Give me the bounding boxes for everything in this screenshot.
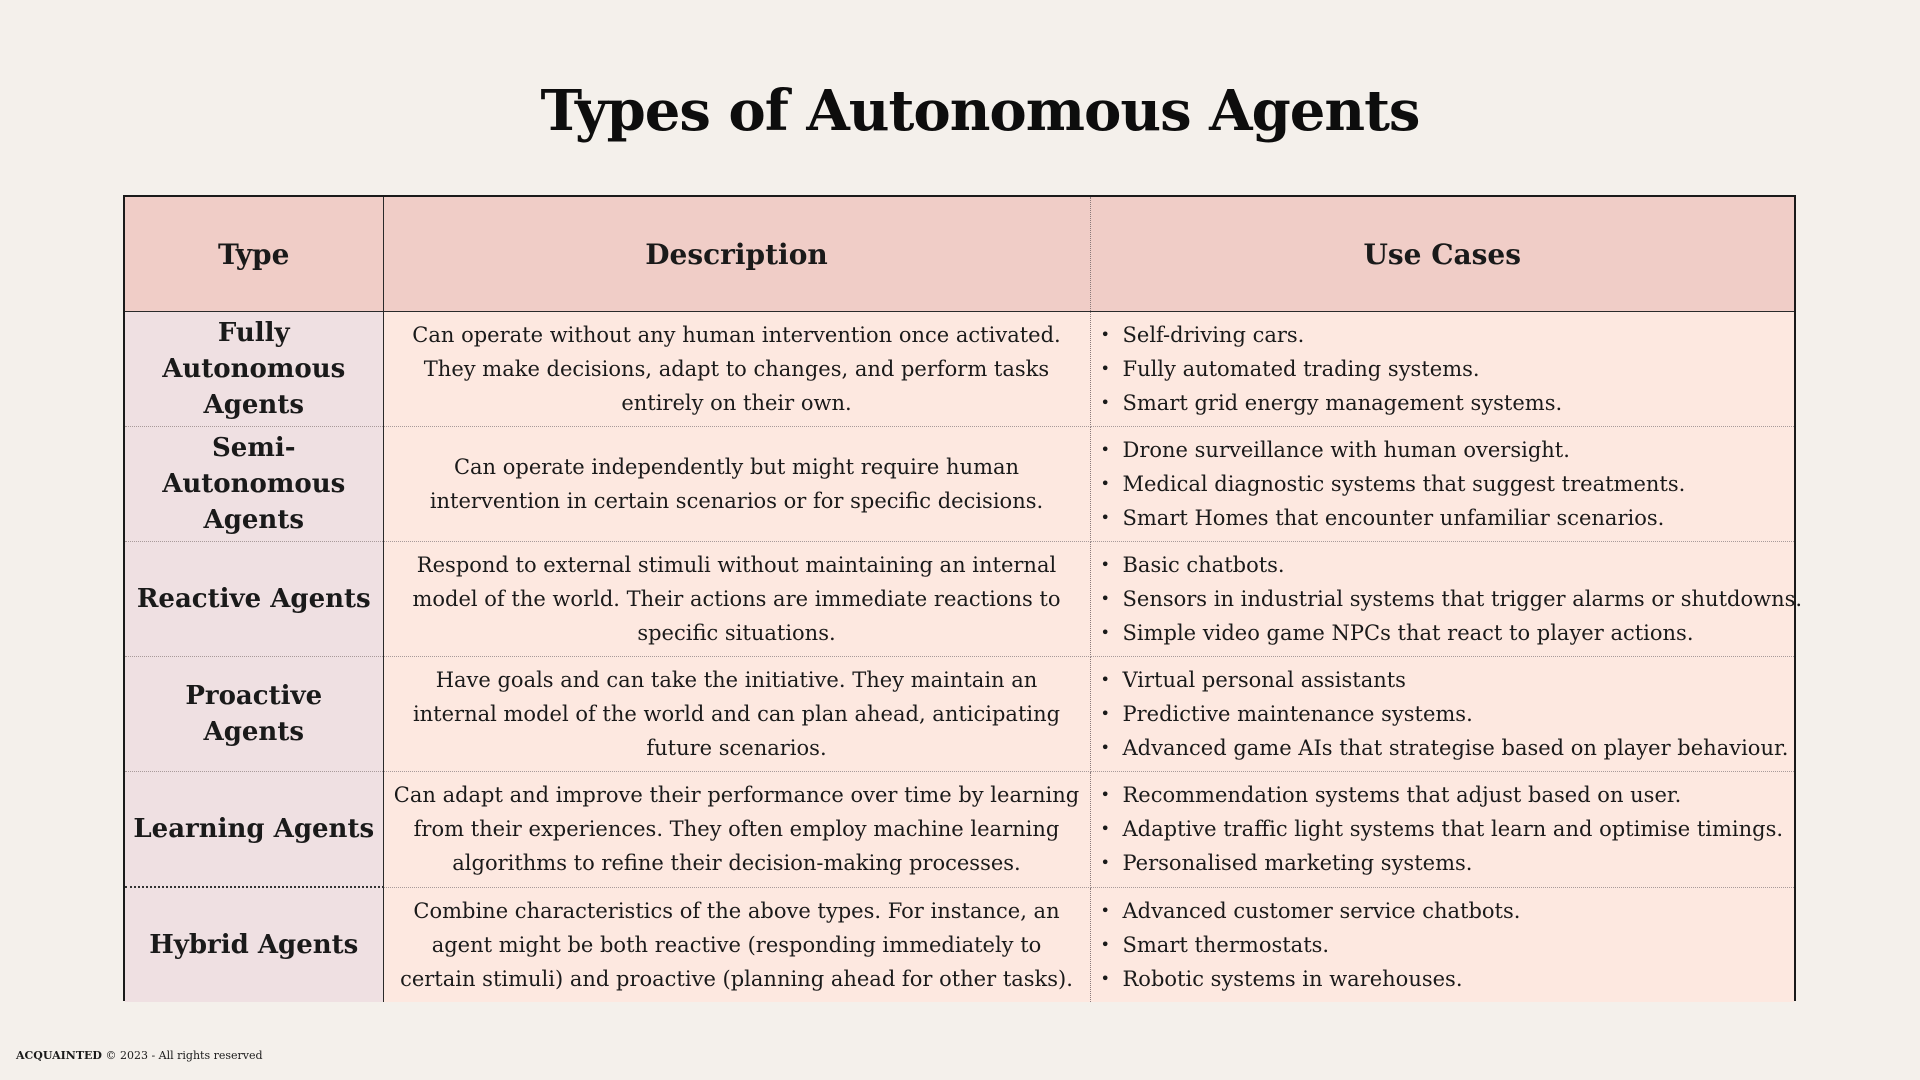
header-type: Type	[125, 197, 383, 312]
use-case-text: Smart grid energy management systems.	[1122, 391, 1563, 415]
list-item	[1099, 501, 1785, 535]
use-cases-list	[1099, 433, 1785, 535]
type-cell: Hybrid Agents	[125, 887, 383, 1002]
use-cases-list	[1099, 778, 1785, 880]
bullet-icon: •	[1100, 393, 1110, 412]
use-case-text: Predictive maintenance systems.	[1122, 702, 1473, 726]
type-cell: Fully Autonomous Agents	[125, 312, 383, 427]
list-item	[1099, 386, 1785, 420]
use-case-text: Smart Homes that encounter unfamiliar scenarios.	[1122, 506, 1665, 530]
bullet-icon: •	[1100, 359, 1110, 378]
use-cases-list	[1099, 548, 1803, 650]
footer-brand: ACQUAINTED	[16, 1049, 102, 1062]
list-item	[1099, 433, 1785, 467]
bullet-icon: •	[1100, 900, 1110, 920]
type-cell: Semi-Autonomous Agents	[125, 427, 383, 542]
use-cases-list	[1099, 894, 1785, 996]
footer	[16, 1049, 263, 1062]
list-item	[1099, 894, 1785, 928]
list-item	[1099, 467, 1785, 501]
use-case-text: Simple video game NPCs that react to player actions.	[1122, 621, 1694, 645]
bullet-icon: •	[1100, 853, 1110, 873]
use-case-text: Personalised marketing systems.	[1122, 851, 1473, 876]
use-cases-cell	[1090, 542, 1803, 657]
use-case-text: Sensors in industrial systems that trigger alarms or shutdowns.	[1122, 587, 1803, 611]
use-case-text: Adaptive traffic light systems that learn and optimise timings.	[1122, 817, 1784, 842]
bullet-icon: •	[1100, 474, 1110, 493]
list-item	[1099, 928, 1785, 962]
description-cell: Can operate without any human intervention once activated. They make decisions, adapt to changes, and perform tasks entirely on their own.	[383, 312, 1090, 427]
table-row	[125, 542, 1794, 657]
list-item	[1099, 731, 1789, 765]
use-case-text: Drone surveillance with human oversight.	[1122, 438, 1570, 462]
bullet-icon: •	[1100, 440, 1110, 459]
bullet-icon: •	[1100, 325, 1110, 344]
bullet-icon: •	[1100, 738, 1110, 757]
use-cases-cell	[1090, 657, 1794, 772]
table-row	[125, 312, 1794, 427]
use-case-text: Advanced game AIs that strategise based on player behaviour.	[1122, 736, 1789, 760]
list-item	[1099, 318, 1785, 352]
bullet-icon: •	[1100, 934, 1110, 954]
bullet-icon: •	[1100, 968, 1110, 988]
list-item	[1099, 812, 1785, 846]
agents-table	[125, 197, 1803, 1002]
use-case-text: Robotic systems in warehouses.	[1122, 966, 1463, 991]
list-item	[1099, 962, 1785, 996]
use-cases-cell	[1090, 312, 1794, 427]
use-case-text: Basic chatbots.	[1122, 553, 1285, 577]
list-item	[1099, 778, 1785, 812]
bullet-icon: •	[1100, 589, 1110, 608]
list-item	[1099, 616, 1785, 650]
use-case-text: Recommendation systems that adjust based on user.	[1122, 783, 1682, 808]
use-cases-cell	[1090, 887, 1794, 1002]
description-cell: Respond to external stimuli without maintaining an internal model of the world. Their actions are immediate reactions to specific situations.	[383, 542, 1090, 657]
use-cases-cell	[1090, 427, 1794, 542]
table-header-row	[125, 197, 1794, 312]
use-case-text: Smart thermostats.	[1122, 932, 1330, 957]
table-row	[125, 657, 1794, 772]
type-cell: Learning Agents	[125, 772, 383, 888]
description-cell: Have goals and can take the initiative. They maintain an internal model of the world and can plan ahead, anticipating future scenarios.	[383, 657, 1090, 772]
use-case-text: Virtual personal assistants	[1122, 668, 1406, 692]
table-row	[125, 427, 1794, 542]
list-item	[1099, 352, 1785, 386]
use-cases-list	[1099, 663, 1789, 765]
bullet-icon: •	[1100, 555, 1110, 574]
bullet-icon: •	[1100, 785, 1110, 805]
table-row	[125, 887, 1794, 1002]
list-item	[1099, 846, 1785, 880]
description-cell: Can operate independently but might require human intervention in certain scenarios or for specific decisions.	[383, 427, 1090, 542]
header-use-cases: Use Cases	[1090, 197, 1794, 312]
use-cases-cell	[1090, 772, 1794, 888]
use-case-text: Medical diagnostic systems that suggest treatments.	[1122, 472, 1686, 496]
bullet-icon: •	[1100, 508, 1110, 527]
agents-table-container	[123, 195, 1803, 1001]
use-case-text: Fully automated trading systems.	[1122, 357, 1480, 381]
list-item	[1099, 697, 1785, 731]
type-cell: Reactive Agents	[125, 542, 383, 657]
table-row	[125, 772, 1794, 888]
description-cell: Combine characteristics of the above types. For instance, an agent might be both reactive (responding immediately to certain stimuli) and proactive (planning ahead for other tasks).	[383, 887, 1090, 1002]
footer-copyright: © 2023 - All rights reserved	[101, 1049, 263, 1062]
table-body	[125, 312, 1803, 1003]
list-item	[1099, 663, 1785, 697]
list-item	[1099, 582, 1803, 616]
bullet-icon: •	[1100, 819, 1110, 839]
bullet-icon: •	[1100, 623, 1110, 642]
type-cell: Proactive Agents	[125, 657, 383, 772]
use-cases-list	[1099, 318, 1785, 420]
bullet-icon: •	[1100, 670, 1110, 689]
list-item	[1099, 548, 1785, 582]
page-title: Types of Autonomous Agents	[540, 78, 1420, 144]
bullet-icon: •	[1100, 704, 1110, 723]
use-case-text: Self-driving cars.	[1122, 323, 1305, 347]
use-case-text: Advanced customer service chatbots.	[1122, 898, 1521, 923]
description-cell: Can adapt and improve their performance over time by learning from their experiences. They often employ machine learning algorithms to refine their decision-making processes.	[383, 772, 1090, 888]
header-description: Description	[383, 197, 1090, 312]
